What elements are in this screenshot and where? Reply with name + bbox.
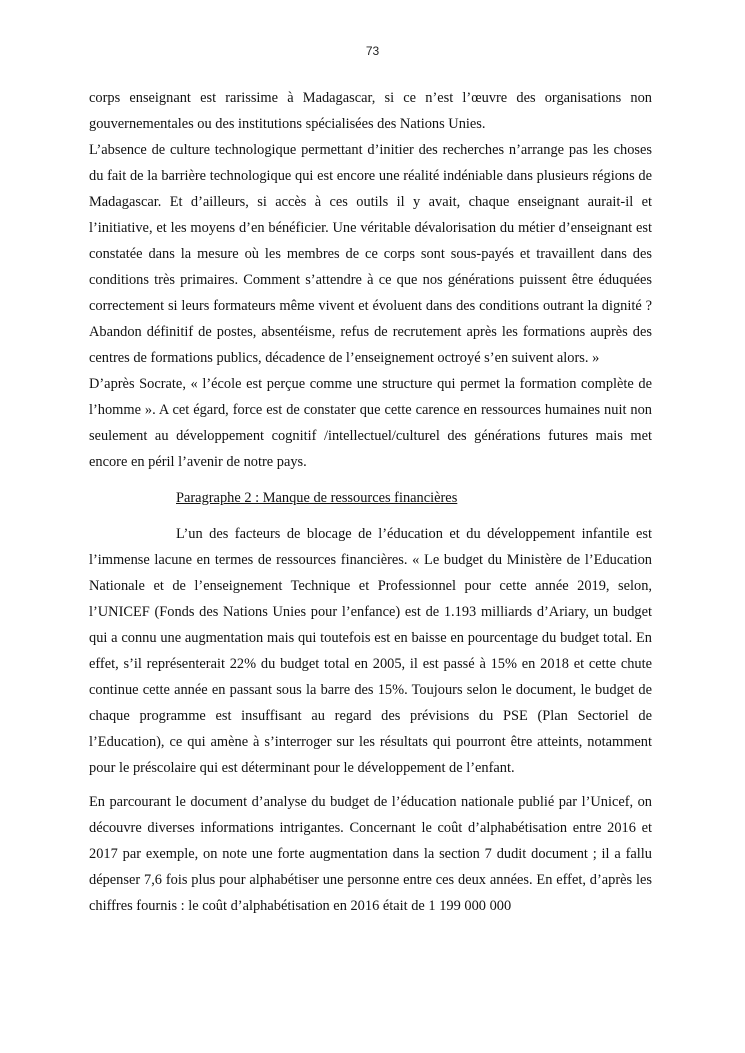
paragraph-budget-analysis: En parcourant le document d’analyse du budget de l’éducation nationale publié par l’Unicef, on découvre diverses informations intrigantes. Concernant le coût d’alphabétisation entre 2016 et 2017 par exemple, on note une forte augmentation dans la section 7 dudit document ; il a fallu dépenser 7,6 fois plus pour alphabétiser une personne entre ces deux années. En effet, d’après les chiffres fournis : le coût d’alphabétisation en 2016 était de 1 199 000 000 xyxy=(89,794,652,914)
page-number: 73 xyxy=(365,44,380,58)
section-heading: Paragraphe 2 : Manque de ressources financières xyxy=(176,490,458,506)
paragraph-financial-resources: L’un des facteurs de blocage de l’éducation et du développement infantile est l’immense lacune en termes de ressources financières. « Le budget du Ministère de l’Education Nationale et de l’enseignement Technique et Professionnel pour cette année 2019, selon, l’UNICEF (Fonds des Nations Unies pour l’enfance) est de 1.193 milliards d’Ariary, un budget qui a connu une augmentation mais qui toutefois est en baisse en pourcentage du budget total. En effet, s’il représenterait 22% du budget total en 2005, il est passé à 15% en 2018 et cette chute continue cette année en passant sous la barre des 15%. Toujours selon le document, le budget de chaque programme est insuffisant au regard des prévisions du PSE (Plan Sectoriel de l’Education), ce qui amène à s’interroger sur les résultats qui pourront être atteints, notamment pour le préscolaire qui est déterminant pour le développement de l’enfant. xyxy=(89,526,652,776)
paragraph-socrates-quote: D’après Socrate, « l’école est perçue comme une structure qui permet la formation complète de l’homme ». A cet égard, force est de constater que cette carence en ressources humaines nuit non seulement au développement cognitif /intellectuel/culturel des générations futures mais met encore en péril l’avenir de notre pays. xyxy=(89,376,652,470)
paragraph-teachers-continued: corps enseignant est rarissime à Madagascar, si ce n’est l’œuvre des organisations non gouvernementales ou des institutions spécialisées des Nations Unies. xyxy=(89,90,652,132)
document-body xyxy=(89,85,652,919)
paragraph-technology-culture: L’absence de culture technologique permettant d’initier des recherches n’arrange pas les choses du fait de la barrière technologique qui est encore une réalité indéniable dans plusieurs régions de Madagascar. Et d’ailleurs, si accès à ces outils il y avait, chaque enseignant aurait-il et l’initiative, et les moyens d’en bénéficier. Une véritable dévalorisation du métier d’enseignant est constatée dans la mesure où les membres de ce corps sont sous-payés et travaillent dans des conditions très primaires. Comment s’attendre à ce que nos générations puissent être éduquées correctement si leurs formateurs même vivent et évoluent dans des conditions outrant la dignité ? Abandon définitif de postes, absentéisme, refus de recrutement après les formations auprès des centres de formations publics, décadence de l’enseignement octroyé s’en suivent alors. » xyxy=(89,142,652,366)
